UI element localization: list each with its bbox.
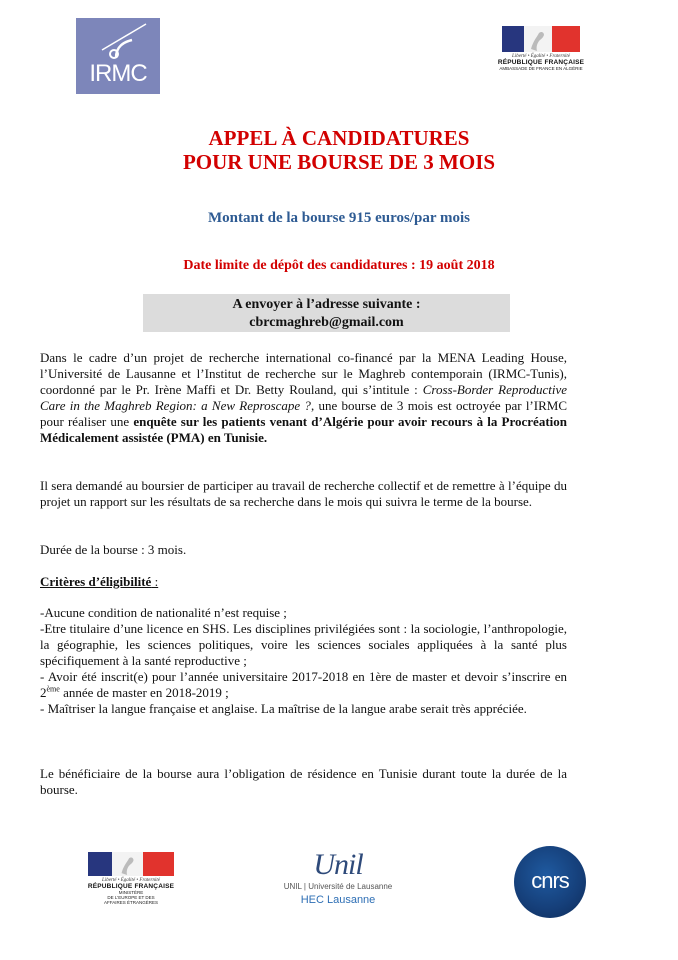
duration-paragraph: Durée de la bourse : 3 mois. xyxy=(40,542,187,557)
criteria-heading-colon: : xyxy=(151,574,159,589)
residence-paragraph: Le bénéficiaire de la bourse aura l’obligation de résidence en Tunisie durant toute la durée de la bourse. xyxy=(40,766,567,797)
intro-text-b: , une bourse de 3 mois est octroyée par l’IRMC pour réaliser une xyxy=(40,398,567,429)
criteria-enrollment-b: année de master en 2018-2019 ; xyxy=(59,685,229,700)
page-title-line-2: POUR UNE BOURSE DE 3 MOIS xyxy=(182,150,496,174)
application-deadline: Date limite de dépôt des candidatures : 19 août 2018 xyxy=(183,258,495,273)
grant-amount: Montant de la bourse 915 euros/par mois xyxy=(208,210,470,226)
rf-name: RÉPUBLIQUE FRANÇAISE xyxy=(497,59,585,66)
address-box xyxy=(143,294,510,332)
rf-sub: AMBASSADE DE FRANCE EN ALGÉRIE xyxy=(499,66,583,71)
survey-description: enquête sur les patients venant d’Algérie pour avoir recours à la Procréation Médicalement assistée (PMA) en Tunisie. xyxy=(40,414,567,445)
criteria-item-nationality: -Aucune condition de nationalité n’est requise ; xyxy=(40,605,287,620)
marianne-profile-icon xyxy=(117,853,139,875)
unil-script: Unil xyxy=(313,848,363,881)
page-title-line-1: APPEL À CANDIDATURES xyxy=(208,126,470,150)
project-title: Cross-Border Reproductive Care in the Maghreb Region: a New Reproscape ? xyxy=(40,382,568,413)
criteria-heading-text: Critères d’éligibilité xyxy=(40,574,152,589)
address-label: A envoyer à l’adresse suivante : xyxy=(232,297,421,312)
unil-line-1: UNIL | Université de Lausanne xyxy=(283,882,393,891)
irmc-emblem-icon xyxy=(76,18,160,66)
criteria-enrollment-a: - Avoir été inscrit(e) pour l’année universitaire 2017-2018 en 1ère de master et devoir s’inscrire en 2 xyxy=(40,669,567,700)
french-flag-icon xyxy=(502,26,580,52)
republique-francaise-ambassade-logo xyxy=(494,26,588,96)
rf-motto: Liberté • Égalité • Fraternité xyxy=(512,54,570,59)
republique-francaise-ministere-logo xyxy=(86,852,176,916)
rf-name: RÉPUBLIQUE FRANÇAISE xyxy=(87,883,175,890)
criteria-item-enrollment xyxy=(40,669,567,701)
cnrs-logo xyxy=(514,846,586,918)
criteria-item-degree: -Etre titulaire d’une licence en SHS. Les disciplines privilégiées sont : la sociologie, l’anthropologie, la géographie, les sciences politiques, voire les sciences sociales appliquées à la santé plus spécifiquement à la santé reproductive ; xyxy=(40,621,567,668)
unil-line-2: HEC Lausanne xyxy=(300,894,376,906)
unil-hec-logo xyxy=(272,850,404,914)
cnrs-logo-text: cnrs xyxy=(531,868,569,893)
intro-paragraph xyxy=(40,350,567,446)
irmc-logo xyxy=(76,18,160,94)
contact-email[interactable]: cbrcmaghreb@gmail.com xyxy=(249,315,404,330)
criteria-list xyxy=(40,605,567,717)
criteria-enrollment-sup: ème xyxy=(46,684,60,694)
obligations-paragraph: Il sera demandé au boursier de participer au travail de recherche collectif et de remettre à l’équipe du projet un rapport sur les résultats de sa recherche dans le mois qui suivra le terme de la bourse. xyxy=(40,478,567,509)
rf-sub-3: AFFAIRES ÉTRANGÈRES xyxy=(103,900,158,905)
rf-motto: Liberté • Égalité • Fraternité xyxy=(102,878,160,883)
criteria-item-languages: - Maîtriser la langue française et anglaise. La maîtrise de la langue arabe serait très appréciée. xyxy=(40,701,527,716)
irmc-logo-text: IRMC xyxy=(89,60,147,87)
rf-sub-1: MINISTÈRE xyxy=(118,890,144,895)
rf-sub-2: DE L'EUROPE ET DES xyxy=(107,895,155,900)
french-flag-icon xyxy=(88,852,174,876)
criteria-heading xyxy=(40,574,567,590)
marianne-profile-icon xyxy=(527,27,549,51)
intro-text-a: Dans le cadre d’un projet de recherche international co-financé par la MENA Leading House, l’Université de Lausanne et l’Institut de recherche sur le Maghreb contemporain (IRMC-Tunis), coordonné par le Pr. Irène Maffi et Dr. Betty Rouland, qui s’intitule : xyxy=(40,350,567,397)
